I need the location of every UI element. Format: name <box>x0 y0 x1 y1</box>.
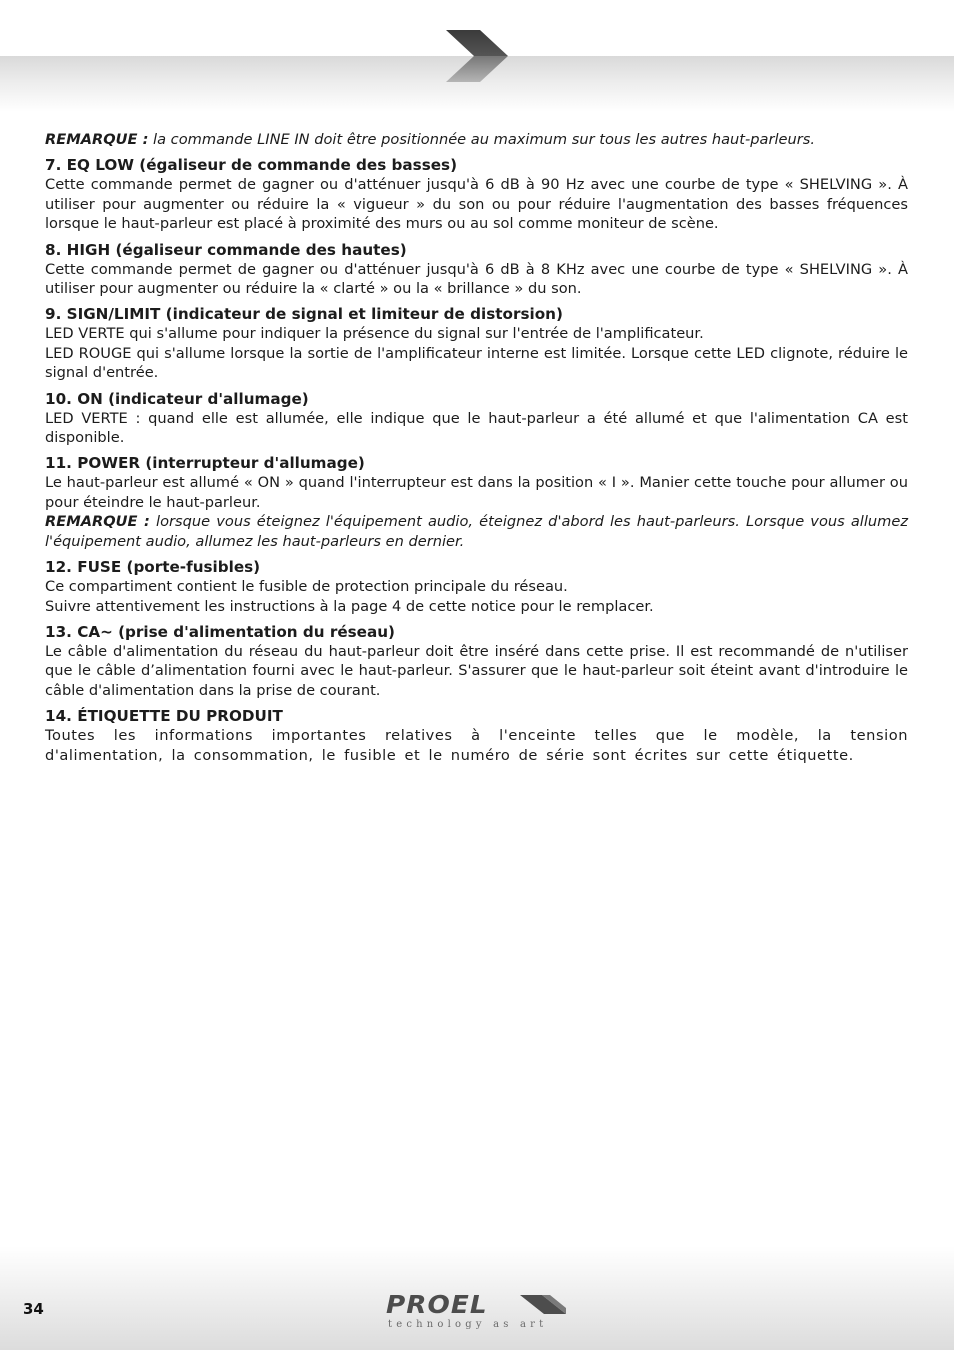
section-note-power <box>45 512 908 551</box>
section-title-eq-low: 7. EQ LOW (égaliseur de commande des basses) <box>45 156 458 175</box>
section-title-label: 14. ÉTIQUETTE DU PRODUIT <box>45 707 283 726</box>
section-title-power: 11. POWER (interrupteur d'allumage) <box>45 454 365 473</box>
section-body-label: Toutes les informations importantes relatives à l'enceinte telles que le modèle, la tension d'alimentation, la consommation, le fusible et le numéro de série sont écrites sur cette étiquette. <box>45 727 908 764</box>
note-label: REMARQUE : <box>45 131 149 148</box>
page-number: 34 <box>23 1300 44 1318</box>
logo-chevron-icon <box>520 1294 568 1316</box>
section-body-sign-limit-red: LED ROUGE qui s'allume lorsque la sortie de l'amplificateur interne est limitée. Lorsque cette LED clignote, réduire le signal d'entrée. <box>45 344 908 382</box>
section-body-power: Le haut-parleur est allumé « ON » quand l'interrupteur est dans la position « I ». Manier cette touche pour allumer ou pour éteindre le haut-parleur. <box>45 474 908 511</box>
note-text: la commande LINE IN doit être positionnée au maximum sur tous les autres haut-parleurs. <box>153 131 815 148</box>
section-body-eq-low: Cette commande permet de gagner ou d'atténuer jusqu'à 6 dB à 90 Hz avec une courbe de type « SHELVING ». À utiliser pour augmenter ou réduire la « vigueur » du son ou pour réduire l'augmentation des basses fréquences lorsque le haut-parleur est placé à proximité des murs ou au sol comme moniteur de scène. <box>45 176 908 233</box>
section-title-sign-limit: 9. SIGN/LIMIT (indicateur de signal et limiteur de distorsion) <box>45 305 563 324</box>
section-body-ca: Le câble d'alimentation du réseau du haut-parleur doit être inséré dans cette prise. Il est recommandé de n'utiliser que le câble d’alimentation fourni avec le haut-parleur. S'assurer que le haut-parleur soit éteint avant d'introduire le câble d'alimentation dans la prise de courant. <box>45 642 908 699</box>
section-body-on: LED VERTE : quand elle est allumée, elle indique que le haut-parleur a été allumé et que l'alimentation CA est disponible. <box>45 409 908 447</box>
section-title-on: 10. ON (indicateur d'allumage) <box>45 389 309 408</box>
section-title-fuse: 12. FUSE (porte-fusibles) <box>45 558 261 577</box>
proel-logo <box>386 1290 570 1334</box>
page-content <box>45 130 908 765</box>
note-text: lorsque vous éteignez l'équipement audio, éteignez d'abord les haut-parleurs. Lorsque vous allumez l'équipement audio, allumez les haut-parleurs en dernier. <box>45 513 909 550</box>
section-title-high: 8. HIGH (égaliseur commande des hautes) <box>45 240 407 259</box>
section-body-fuse: Ce compartiment contient le fusible de protection principale du réseau. <box>45 578 568 596</box>
section-title-ca: 13. CA~ (prise d'alimentation du réseau) <box>45 622 395 641</box>
section-body-fuse-instructions: Suivre attentivement les instructions à la page 4 de cette notice pour le remplacer. <box>45 597 654 615</box>
logo-wordmark: PROEL <box>386 1290 488 1319</box>
chevron-arrow-icon <box>444 28 512 84</box>
intro-note <box>45 130 908 149</box>
section-body-high: Cette commande permet de gagner ou d'atténuer jusqu'à 6 dB à 8 KHz avec une courbe de type « SHELVING ». À utiliser pour augmenter ou réduire la « clarté » ou la « brillance » du son. <box>45 260 908 298</box>
logo-tagline: technology as art <box>388 1319 548 1330</box>
section-body-sign-limit: LED VERTE qui s'allume pour indiquer la présence du signal sur l'entrée de l'amplificateur. <box>45 325 704 343</box>
note-label: REMARQUE : <box>45 513 150 531</box>
